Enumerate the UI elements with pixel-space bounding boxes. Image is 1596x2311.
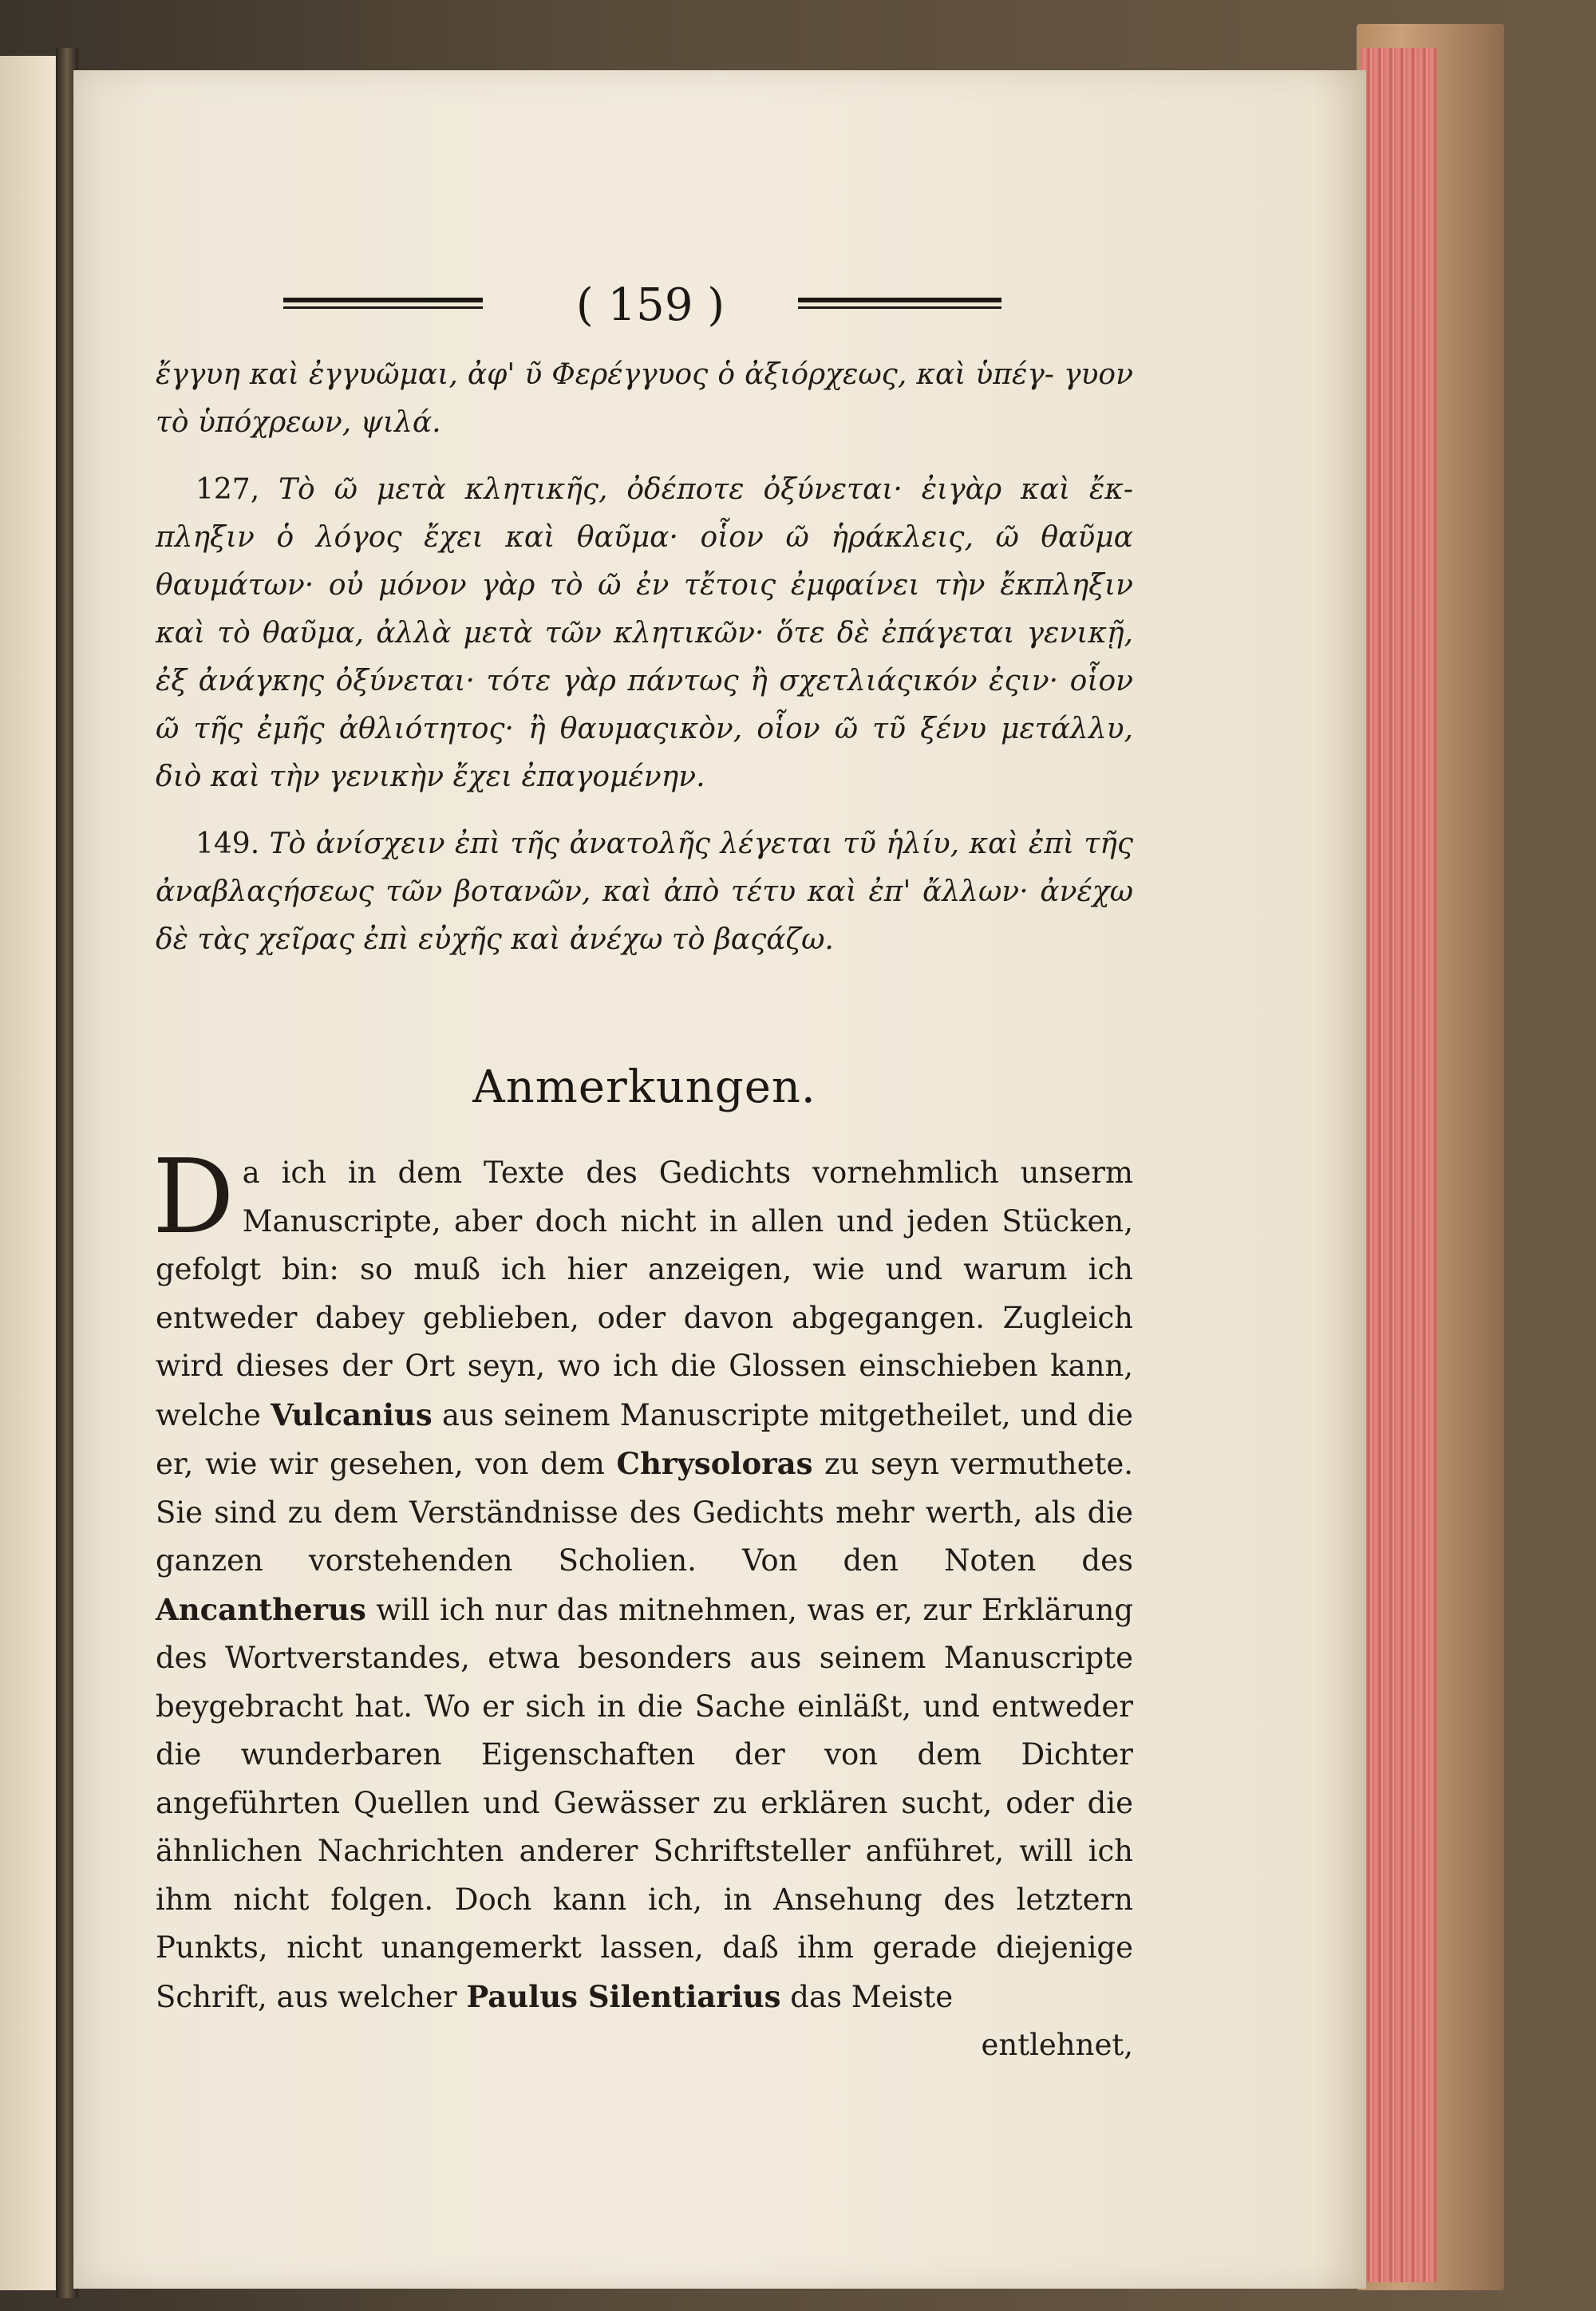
- drop-cap: D: [152, 1138, 235, 1257]
- german-paragraph: [152, 1138, 1134, 2021]
- header-rule-left: [283, 298, 483, 309]
- greek-paragraph-149-text: Τὸ ἀνίσχειν ἐπὶ τῆς ἀνατολῆς λέγεται τῦ ἡλίυ, καὶ ἐπὶ τῆς ἀναβλαςήσεως τῶν βοτανῶν, καὶ ἀπὸ τέτυ καὶ ἐπ' ἄλλων· ἀνέχω δὲ τὰς χεῖρας ἐπὶ εὐχῆς καὶ ἀνέχω τὸ βαςάζω.: [156, 828, 1133, 956]
- page-number: ( 159 ): [575, 279, 725, 331]
- name-ancantherus: Ancantherus: [156, 1591, 366, 1627]
- german-text-1: a ich in dem Texte des Gedichts vornehmlich unserm Manuscripte, aber doch nicht in allen und jeden Stücken, gefolgt bin: so muß ich hier anzeigen, wie und warum ich entweder dabey geblieben, oder davon abgegangen. Zugleich wird dieses der Ort seyn, wo ich die Glossen einschieben kann, welche: [156, 1156, 1133, 1432]
- greek-paragraph-127-text: Τὸ ῶ μετὰ κλητικῆς, ὀδέποτε ὀξύνεται· ἐιγὰρ καὶ ἔκ-πληξιν ὁ λόγος ἔχει καὶ θαῦμα· οἷον ῶ ἡράκλεις, ῶ θαῦμα θαυμάτων· οὐ μόνον γὰρ τὸ ῶ ἐν τἔτοις ἐμφαίνει τὴν ἔκπληξιν καὶ τὸ θαῦμα, ἀλλὰ μετὰ τῶν κλητικῶν· ὅτε δὲ ἐπάγεται γενικῇ, ἐξ ἀνάγκης ὀξύνεται· τότε γὰρ πάντως ἢ σχετλιάςικόν ἐςιν· οἷον ῶ τῆς ἐμῆς ἀθλιότητος· ἢ θαυμαςικὸν, οἷον ῶ τῦ ξένυ μετάλλυ, διὸ καὶ τὴν γενικὴν ἔχει ἐπαγομένην.: [156, 473, 1133, 793]
- greek-line-2: γυον τὸ ὑπόχρεων, ψιλά.: [156, 358, 1133, 439]
- section-heading: Anmerkungen.: [472, 1061, 816, 1113]
- header-rule-right: [798, 298, 1001, 309]
- greek-line-1: ἔγγυη καὶ ἐγγυῶμαι, ἀφ' ῦ Φερέγγυος ὁ ἀξιόρχεως, καὶ ὑπέγ-: [156, 358, 1054, 391]
- catchword: entlehnet,: [981, 2028, 1133, 2062]
- page-edges-red: [1361, 48, 1436, 2282]
- german-text-5: das Meiste: [790, 1979, 954, 2014]
- german-commentary: [152, 1138, 1134, 2070]
- greek-paragraph-127: [156, 466, 1133, 801]
- german-text-2: aus seinem Manuscripte mitgetheilet, und die er, wie wir gesehen, von dem: [156, 1397, 1133, 1481]
- greek-paragraph-149: [156, 820, 1133, 964]
- name-chrysoloras: Chrysoloras: [616, 1446, 813, 1481]
- name-vulcanius: Vulcanius: [271, 1396, 433, 1432]
- name-paulus-silentiarius: Paulus Silentiarius: [466, 1978, 781, 2014]
- german-text-3: zu seyn vermuthete. Sie sind zu dem Verständnisse des Gedichts mehr werth, als die ganzen vorstehenden Scholien. Von den Noten des: [156, 1447, 1134, 1578]
- paragraph-number-149: 149.: [196, 828, 260, 860]
- german-text-4: will ich nur das mitnehmen, was er, zur Erklärung des Wortverstandes, etwa besonders aus seinem Manuscripte beygebracht hat. Wo er sich in die Sache einläßt, und entweder die wunderbaren Eigenschaften der von dem Dichter angeführten Quellen und Gewässer zu erklären sucht, oder die ähnlichen Nachrichten anderer Schriftsteller anführet, will ich ihm nicht folgen. Doch kann ich, in Ansehung des letztern Punkts, nicht unangemerkt lassen, daß ihm gerade diejenige Schrift, aus welcher: [156, 1592, 1133, 2014]
- paragraph-number-127: 127,: [196, 473, 260, 506]
- greek-line: [156, 351, 1133, 447]
- greek-scholia: [156, 351, 1133, 964]
